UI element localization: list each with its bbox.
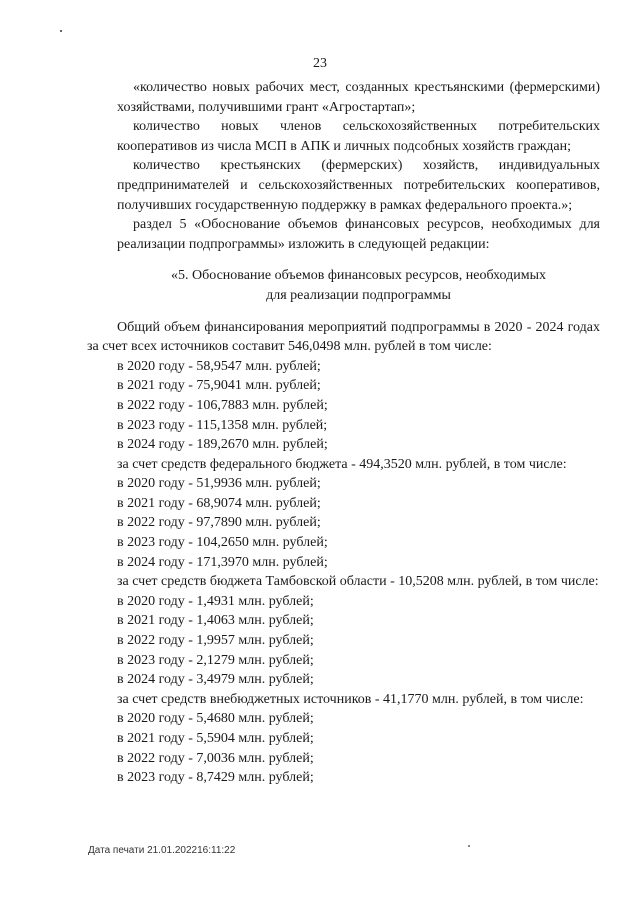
- list-item: в 2022 году - 1,9957 млн. рублей;: [117, 633, 314, 649]
- list-item: в 2023 году - 104,2650 млн. рублей;: [117, 535, 328, 551]
- regional-years-list: [117, 592, 600, 690]
- list-item: в 2023 году - 8,7429 млн. рублей;: [117, 770, 314, 786]
- list-item: в 2021 году - 5,5904 млн. рублей;: [117, 731, 314, 746]
- list-item: в 2023 году - 2,1279 млн. рублей;: [117, 652, 314, 668]
- section-heading-line-2: для реализации подпрограммы: [266, 287, 451, 303]
- paragraph-new-jobs: «количество новых рабочих мест, созданных крестьянскими (фермерскими) хозяйствами, получившими грант «Агростартап»;: [117, 80, 600, 115]
- list-item: в 2023 году - 115,1358 млн. рублей;: [117, 417, 328, 433]
- section-heading-line-1: «5. Обоснование объемов финансовых ресурсов, необходимых: [171, 268, 546, 284]
- list-item: в 2020 году - 58,9547 млн. рублей;: [117, 358, 321, 374]
- paragraph-new-members: количество новых членов сельскохозяйственных потребительских кооперативов из числа МСП в АПК и личных подсобных хозяйств граждан;: [117, 119, 600, 154]
- total-years-list: [117, 357, 600, 455]
- list-item: в 2020 году - 5,4680 млн. рублей;: [117, 711, 314, 727]
- extrabudget-years-list: [117, 709, 600, 787]
- paragraph-total-financing: Общий объем финансирования мероприятий подпрограммы в 2020 - 2024 годах за счет всех источников составит 546,0498 млн. рублей в том числе:: [87, 319, 600, 355]
- scan-speck: [468, 845, 470, 847]
- document-body: [87, 78, 600, 788]
- paragraph-section-5-intro: раздел 5 «Обоснование объемов финансовых ресурсов, необходимых для реализации подпрограммы» изложить в следующей редакции:: [117, 217, 600, 252]
- list-item: в 2020 году - 1,4931 млн. рублей;: [117, 593, 314, 609]
- paragraph-farms-supported: количество крестьянских (фермерских) хозяйств, индивидуальных предпринимателей и сельскохозяйственных потребительских кооперативов, получивших государственную поддержку в рамках федерального проекта.»;: [117, 158, 600, 213]
- paragraph-extrabudget: за счет средств внебюджетных источников - 41,1770 млн. рублей, в том числе:: [117, 691, 584, 707]
- paragraph-regional-budget: за счет средств бюджета Тамбовской области - 10,5208 млн. рублей, в том числе:: [117, 574, 599, 590]
- list-item: в 2022 году - 106,7883 млн. рублей;: [117, 397, 328, 413]
- list-item: в 2021 году - 68,9074 млн. рублей;: [117, 495, 321, 511]
- federal-years-list: [117, 474, 600, 572]
- list-item: в 2021 году - 1,4063 млн. рублей;: [117, 613, 314, 629]
- list-item: в 2024 году - 189,2670 млн. рублей;: [117, 437, 328, 453]
- list-item: в 2022 году - 97,7890 млн. рублей;: [117, 515, 321, 531]
- page-number: 23: [313, 56, 327, 71]
- list-item: в 2021 году - 75,9041 млн. рублей;: [117, 378, 321, 394]
- print-date-footer: Дата печати 21.01.202216:11:22: [88, 845, 236, 856]
- scan-speck: [60, 30, 62, 32]
- section-heading: [117, 266, 600, 305]
- list-item: в 2024 году - 171,3970 млн. рублей;: [117, 554, 328, 570]
- list-item: в 2024 году - 3,4979 млн. рублей;: [117, 672, 314, 688]
- paragraph-federal-budget: за счет средств федерального бюджета - 494,3520 млн. рублей, в том числе:: [117, 456, 567, 472]
- list-item: в 2020 году - 51,9936 млн. рублей;: [117, 476, 321, 492]
- list-item: в 2022 году - 7,0036 млн. рублей;: [117, 750, 314, 766]
